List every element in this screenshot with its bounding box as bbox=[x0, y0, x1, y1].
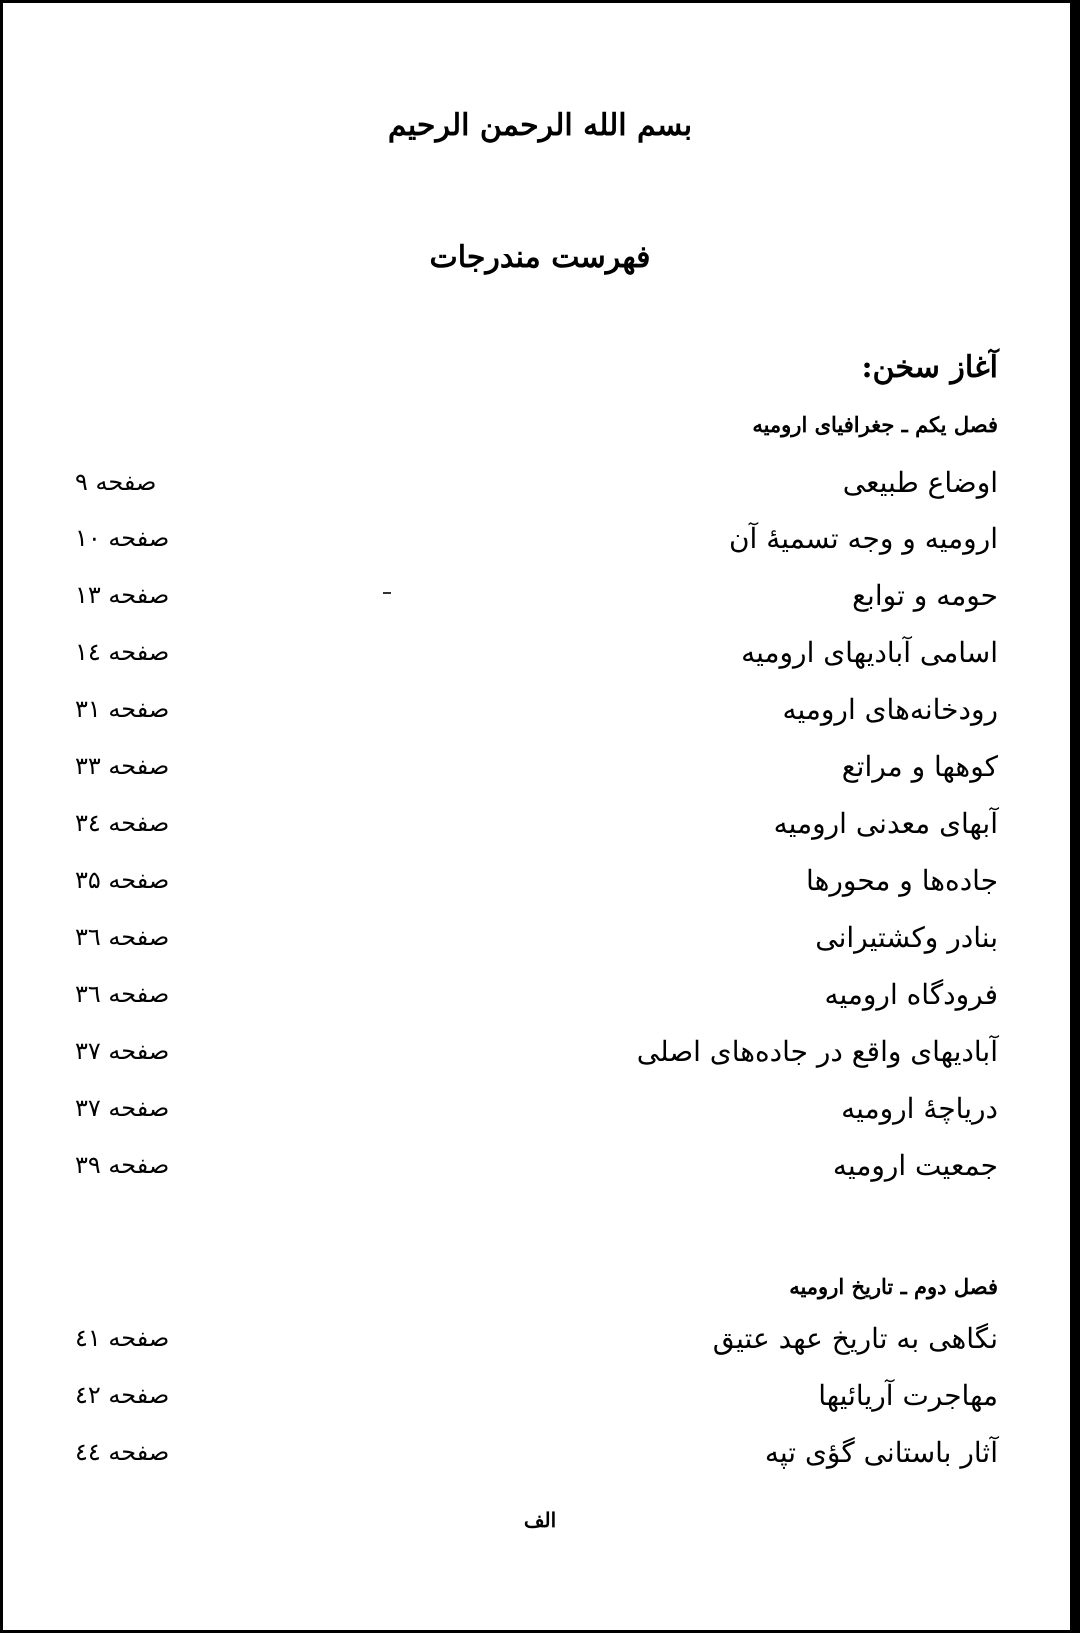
toc-entry-title: دریاچهٔ ارومیه bbox=[841, 1092, 998, 1125]
toc-row bbox=[0, 1436, 1080, 1480]
toc-entry-title: بنادر وکشتیرانی bbox=[815, 921, 998, 954]
toc-row bbox=[0, 693, 1080, 737]
page-number: الف bbox=[523, 1508, 557, 1532]
scan-speck bbox=[383, 592, 391, 594]
toc-entry-title: آبادیهای واقع در جاده‌های اصلی bbox=[636, 1035, 998, 1068]
toc-entry-page: صفحه ۳۷ bbox=[75, 1094, 170, 1122]
toc-entry-page: صفحه ۳۹ bbox=[75, 1151, 170, 1179]
toc-entry-page: صفحه ۳٦ bbox=[75, 923, 170, 951]
toc-entry-page: صفحه ۱۰ bbox=[75, 524, 170, 552]
toc-entry-page: صفحه ۳۱ bbox=[75, 695, 170, 723]
toc-row bbox=[0, 1379, 1080, 1423]
toc-entry-page: صفحه ۳۷ bbox=[75, 1037, 170, 1065]
toc-row bbox=[0, 978, 1080, 1022]
toc-entry-page: صفحه ٤٤ bbox=[75, 1438, 170, 1466]
toc-entry-title: نگاهی به تاریخ عهد عتیق bbox=[712, 1322, 998, 1355]
toc-entry-title: مهاجرت آریائیها bbox=[818, 1379, 998, 1412]
toc-entry-title: آثار باستانی گؤی تپه bbox=[764, 1436, 998, 1469]
toc-entry-title: جمعیت ارومیه bbox=[832, 1149, 998, 1182]
toc-row bbox=[0, 636, 1080, 680]
toc-row bbox=[0, 921, 1080, 965]
toc-entry-title: جاده‌ها و محورها bbox=[806, 864, 998, 897]
toc-entry-title: ارومیه و وجه تسمیهٔ آن bbox=[728, 522, 998, 555]
intro-heading: آغاز سخن: bbox=[861, 350, 998, 385]
toc-entry-page: صفحه ۳۵ bbox=[75, 866, 170, 894]
toc-entry-page: صفحه ۳٤ bbox=[75, 809, 170, 837]
toc-row bbox=[0, 466, 1080, 510]
toc-entry-page: صفحه ۳٦ bbox=[75, 980, 170, 1008]
toc-entry-title: حومه و توابع bbox=[852, 579, 998, 612]
toc-entry-title: کوهها و مراتع bbox=[841, 750, 998, 783]
chapter-2-heading: فصل دوم ـ تاریخ ارومیه bbox=[789, 1274, 998, 1299]
toc-entry-page: صفحه ٤۱ bbox=[75, 1324, 170, 1352]
chapter-1-heading: فصل یکم ـ جغرافیای ارومیه bbox=[752, 412, 998, 437]
toc-entry-page: صفحه ٤۲ bbox=[75, 1381, 170, 1409]
toc-entry-title: اسامی آبادیهای ارومیه bbox=[741, 636, 998, 669]
toc-entry-page: صفحه ۳۳ bbox=[75, 752, 170, 780]
toc-row bbox=[0, 522, 1080, 566]
toc-entry-page: صفحه ۹ bbox=[75, 468, 157, 496]
toc-row bbox=[0, 1092, 1080, 1136]
toc-row bbox=[0, 579, 1080, 623]
toc-row bbox=[0, 807, 1080, 851]
basmala: بسم الله الرحمن الرحیم bbox=[387, 108, 693, 143]
toc-row bbox=[0, 750, 1080, 794]
toc-entry-title: رودخانه‌های ارومیه bbox=[782, 693, 998, 726]
toc-entry-page: صفحه ۱٤ bbox=[75, 638, 170, 666]
toc-entry-title: آبهای معدنی ارومیه bbox=[773, 807, 998, 840]
toc-entry-title: اوضاع طبیعی bbox=[842, 466, 998, 499]
page-title: فهرست مندرجات bbox=[429, 240, 651, 275]
toc-row bbox=[0, 1322, 1080, 1366]
toc-entry-page: صفحه ۱۳ bbox=[75, 581, 170, 609]
toc-row bbox=[0, 864, 1080, 908]
toc-row bbox=[0, 1149, 1080, 1193]
toc-entry-title: فرودگاه ارومیه bbox=[824, 978, 998, 1011]
toc-row bbox=[0, 1035, 1080, 1079]
